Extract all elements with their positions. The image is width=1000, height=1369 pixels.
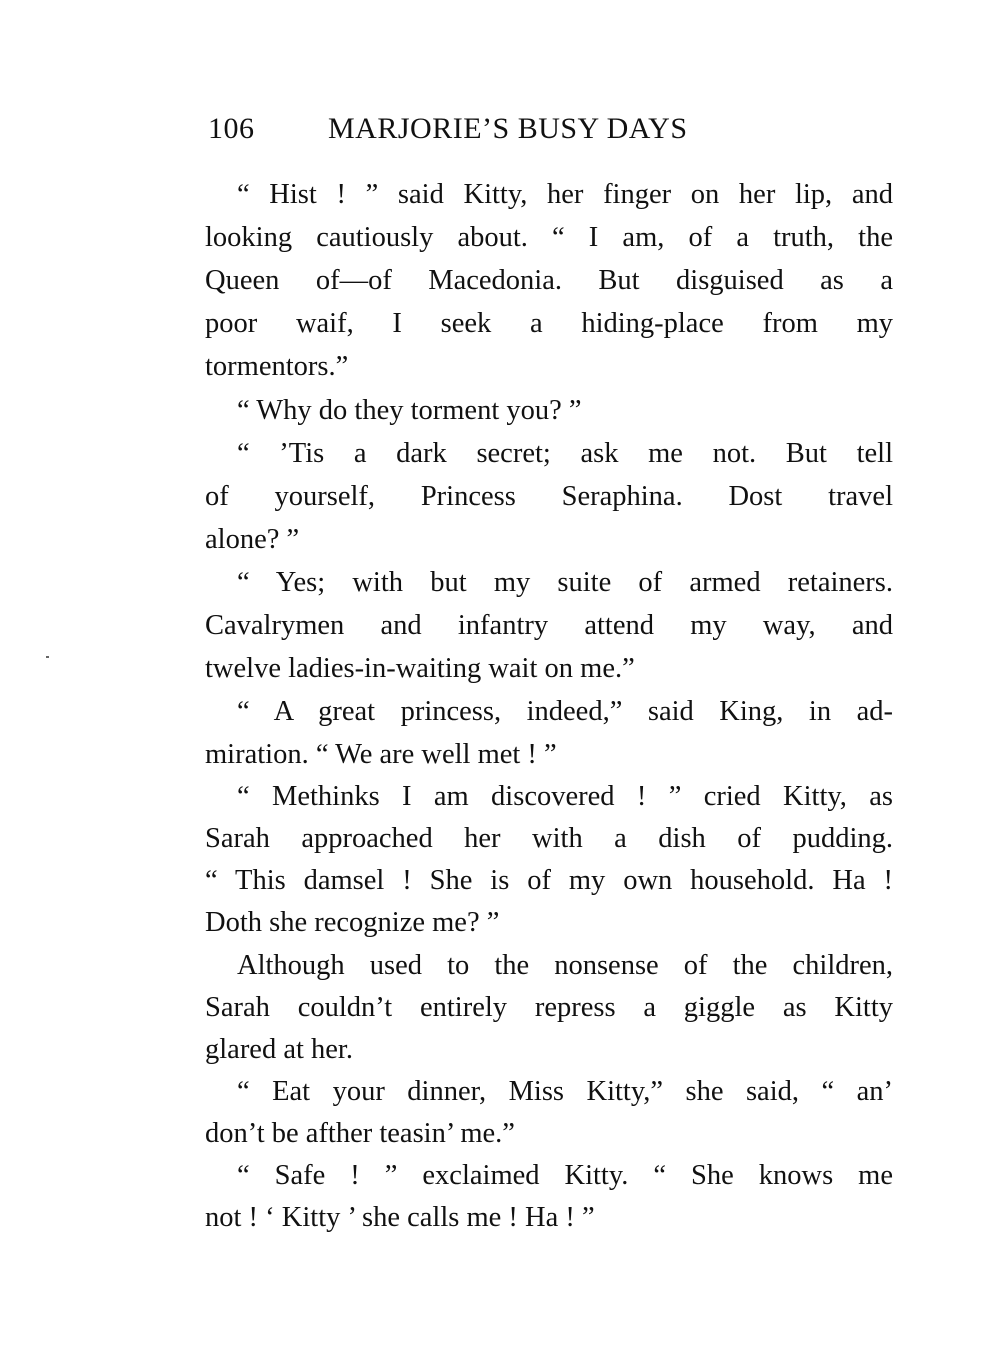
text-line: Although used to the nonsense of the children,	[237, 950, 893, 981]
text-line: Queen of—of Macedonia. But disguised as a	[205, 265, 893, 296]
text-line: Sarah approached her with a dish of pudding.	[205, 823, 893, 854]
text-line: miration. “ We are well met ! ”	[205, 739, 557, 770]
text-line: poor waif, I seek a hiding-place from my	[205, 308, 893, 339]
text-line: don’t be afther teasin’ me.”	[205, 1118, 515, 1149]
text-line: “ Yes; with but my suite of armed retainers.	[237, 567, 893, 598]
text-line: Sarah couldn’t entirely repress a giggle as Kitty	[205, 992, 893, 1023]
text-line: tormentors.”	[205, 351, 349, 382]
text-line: “ Hist ! ” said Kitty, her finger on her lip, and	[237, 179, 893, 210]
text-line: “ A great princess, indeed,” said King, in ad-	[237, 696, 893, 727]
page-number: 106	[208, 112, 255, 145]
text-line: “ Why do they torment you? ”	[237, 395, 582, 426]
book-title: MARJORIE’S BUSY DAYS	[328, 112, 688, 145]
running-head	[208, 112, 808, 152]
text-line: “ Methinks I am discovered ! ” cried Kitty, as	[237, 781, 893, 812]
text-line: “ Eat your dinner, Miss Kitty,” she said, “ an’	[237, 1076, 893, 1107]
text-line: “ This damsel ! She is of my own household. Ha !	[205, 865, 893, 896]
text-line: looking cautiously about. “ I am, of a truth, the	[205, 222, 893, 253]
text-line: glared at her.	[205, 1034, 353, 1065]
text-line: not ! ‘ Kitty ’ she calls me ! Ha ! ”	[205, 1202, 595, 1233]
text-line: alone? ”	[205, 524, 300, 555]
text-line: Doth she recognize me? ”	[205, 907, 500, 938]
text-line: twelve ladies-in-waiting wait on me.”	[205, 653, 635, 684]
text-line: “ ’Tis a dark secret; ask me not. But tell	[237, 438, 893, 469]
text-line: “ Safe ! ” exclaimed Kitty. “ She knows me	[237, 1160, 893, 1191]
scan-speck	[46, 656, 49, 658]
text-line: of yourself, Princess Seraphina. Dost travel	[205, 481, 893, 512]
text-line: Cavalrymen and infantry attend my way, and	[205, 610, 893, 641]
